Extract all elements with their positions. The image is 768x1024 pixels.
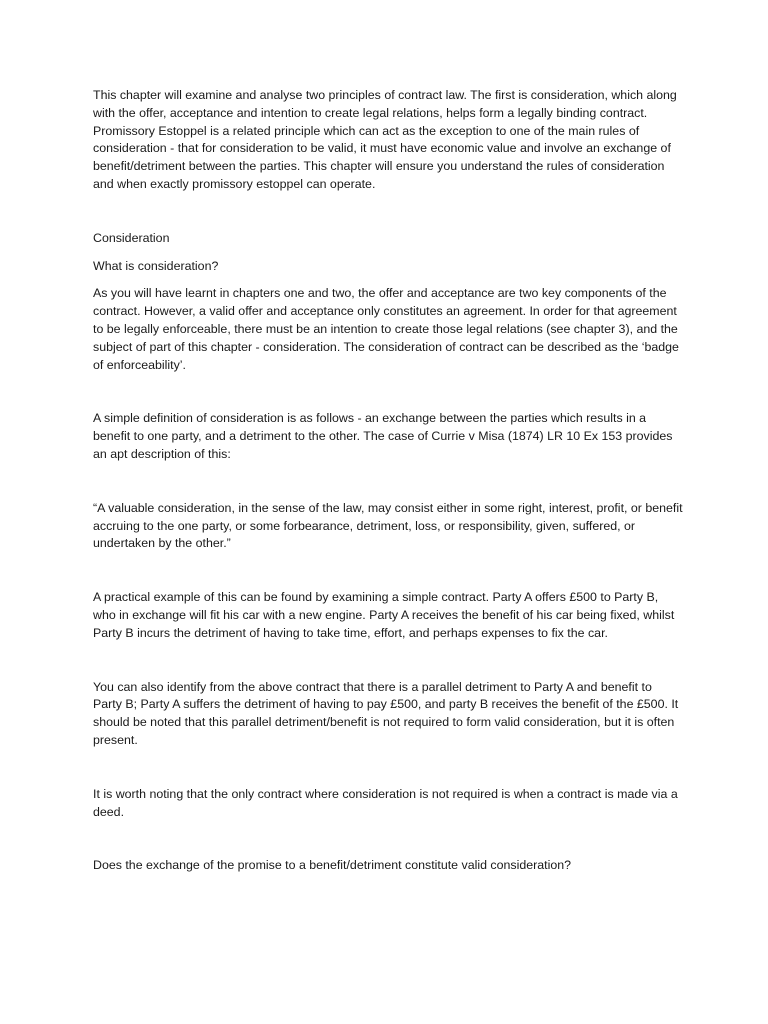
paragraph-definition: A simple definition of consideration is as follows - an exchange between the parties which results in a benefit to one party, and a detriment to the other. The case of Currie v Misa (1874) LR 10 Ex 153 provides an apt description of this: — [93, 411, 673, 461]
quote-currie-v-misa: “A valuable consideration, in the sense of the law, may consist either in some right, interest, profit, or benefit accruing to the one party, or some forbearance, detriment, loss, or responsibility, given, suffered, or undertaken by the other.” — [93, 500, 683, 551]
document-body — [93, 87, 683, 911]
intro-paragraph: This chapter will examine and analyse two principles of contract law. The first is consideration, which along with the offer, acceptance and intention to create legal relations, helps form a legally binding contract. Promissory Estoppel is a related principle which can act as the exception to one of the main rules of consideration - that for consideration to be valid, it must have economic value and involve an exchange of benefit/detriment between the parties. This chapter will ensure you understand the rules of consideration and when exactly promissory estoppel can operate. — [93, 88, 677, 191]
section-subheading: What is consideration? — [93, 258, 219, 273]
section-heading: Consideration — [93, 230, 170, 245]
paragraph-deed: It is worth noting that the only contract where consideration is not required is when a contract is made via a deed. — [93, 786, 678, 819]
paragraph-offer-acceptance: As you will have learnt in chapters one and two, the offer and acceptance are two key components of the contract. However, a valid offer and acceptance only constitutes an agreement. In order for that agreement to be legally enforceable, there must be an intention to create those legal relations (see chapter 3), and the subject of part of this chapter - consideration. The consideration of contract can be described as the ‘badge of enforceability’. — [93, 286, 679, 372]
paragraph-question: Does the exchange of the promise to a benefit/detriment constitute valid consideration? — [93, 858, 572, 873]
paragraph-parallel-detriment: You can also identify from the above contract that there is a parallel detriment to Party A and benefit to Party B; Party A suffers the detriment of having to pay £500, and party B receives the benefit of the £500. It should be noted that this parallel detriment/benefit is not required to form valid consideration, but it is often present. — [93, 679, 679, 747]
paragraph-practical-example: A practical example of this can be found by examining a simple contract. Party A offers £500 to Party B, who in exchange will fit his car with a new engine. Party A receives the benefit of his car being fixed, whilst Party B incurs the detriment of having to take time, effort, and perhaps expenses to fix the car. — [93, 590, 675, 640]
